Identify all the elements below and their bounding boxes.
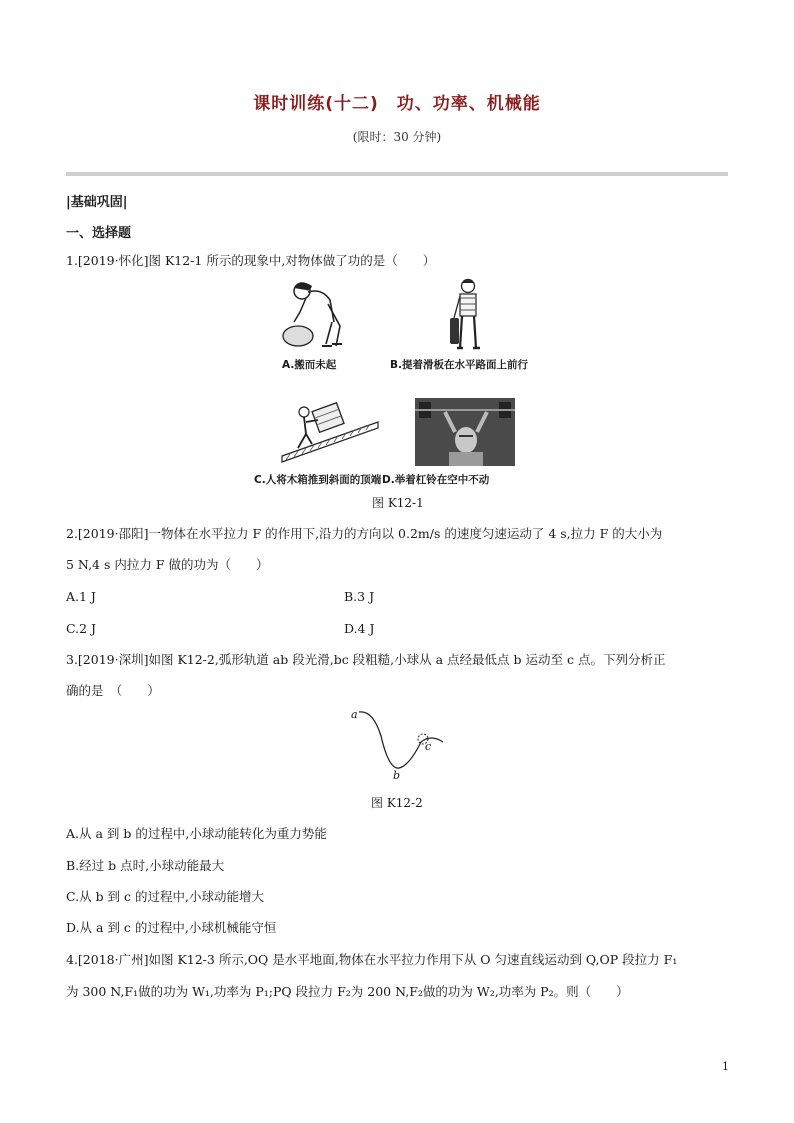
- q1-image-a: [270, 278, 350, 356]
- q2-option-c: C.2 J: [66, 621, 97, 636]
- q3-label-c: c: [425, 740, 432, 753]
- header-divider: [66, 172, 728, 176]
- q3-label-b: b: [393, 769, 401, 782]
- section-choice: 一、选择题: [66, 226, 132, 241]
- q2-stem-line1: 2.[2019·邵阳]一物体在水平拉力 F 的作用下,沿力的方向以 0.2m/s 的速度匀速运动了 4 s,拉力 F 的大小为: [66, 526, 663, 541]
- q3-option-c: C.从 b 到 c 的过程中,小球动能增大: [66, 889, 264, 904]
- section-basic: |基础巩固|: [66, 195, 128, 210]
- q1-stem: 1.[2019·怀化]图 K12-1 所示的现象中,对物体做了功的是（ ）: [66, 253, 436, 268]
- q4-stem-line1: 4.[2018·广州]如图 K12-3 所示,OQ 是水平地面,物体在水平拉力作用下从 O 匀速直线运动到 Q,OP 段拉力 F₁: [66, 952, 678, 967]
- q2-option-b: B.3 J: [344, 589, 375, 604]
- q1-caption-a: A.搬而未起: [282, 359, 337, 371]
- q1-figure-caption: 图 K12-1: [372, 496, 424, 510]
- q4-stem-line2: 为 300 N,F₁做的功为 W₁,功率为 P₁;PQ 段拉力 F₂为 200 N,F₂做的功为 W₂,功率为 P₂。则（ ）: [66, 984, 629, 999]
- q2-option-a: A.1 J: [66, 589, 96, 604]
- page-title: 课时训练(十二) 功、功率、机械能: [253, 94, 541, 114]
- q1-caption-d: D.举着杠铃在空中不动: [382, 474, 490, 486]
- q3-stem-line1: 3.[2019·深圳]如图 K12-2,弧形轨道 ab 段光滑,bc 段粗糙,小球从 a 点经最低点 b 运动至 c 点。下列分析正: [66, 652, 666, 667]
- time-limit: (限时：30 分钟): [352, 130, 442, 144]
- q1-image-b: [448, 278, 488, 354]
- q2-stem-line2: 5 N,4 s 内拉力 F 做的功为（ ）: [66, 557, 269, 572]
- q1-caption-b: B.提着滑板在水平路面上前行: [390, 359, 528, 371]
- q1-caption-c: C.人将木箱推到斜面的顶端: [254, 474, 382, 486]
- q1-image-c: [280, 398, 380, 462]
- q3-figure-caption: 图 K12-2: [371, 796, 423, 810]
- q3-stem-line2: 确的是 （ ）: [66, 683, 160, 698]
- q3-option-d: D.从 a 到 c 的过程中,小球机械能守恒: [66, 920, 277, 935]
- q2-option-d: D.4 J: [344, 621, 375, 636]
- q3-label-a: a: [351, 708, 358, 721]
- q3-option-b: B.经过 b 点时,小球动能最大: [66, 858, 225, 873]
- q3-option-a: A.从 a 到 b 的过程中,小球动能转化为重力势能: [66, 826, 327, 841]
- q1-image-d: [415, 398, 515, 466]
- page-number: 1: [722, 1060, 729, 1073]
